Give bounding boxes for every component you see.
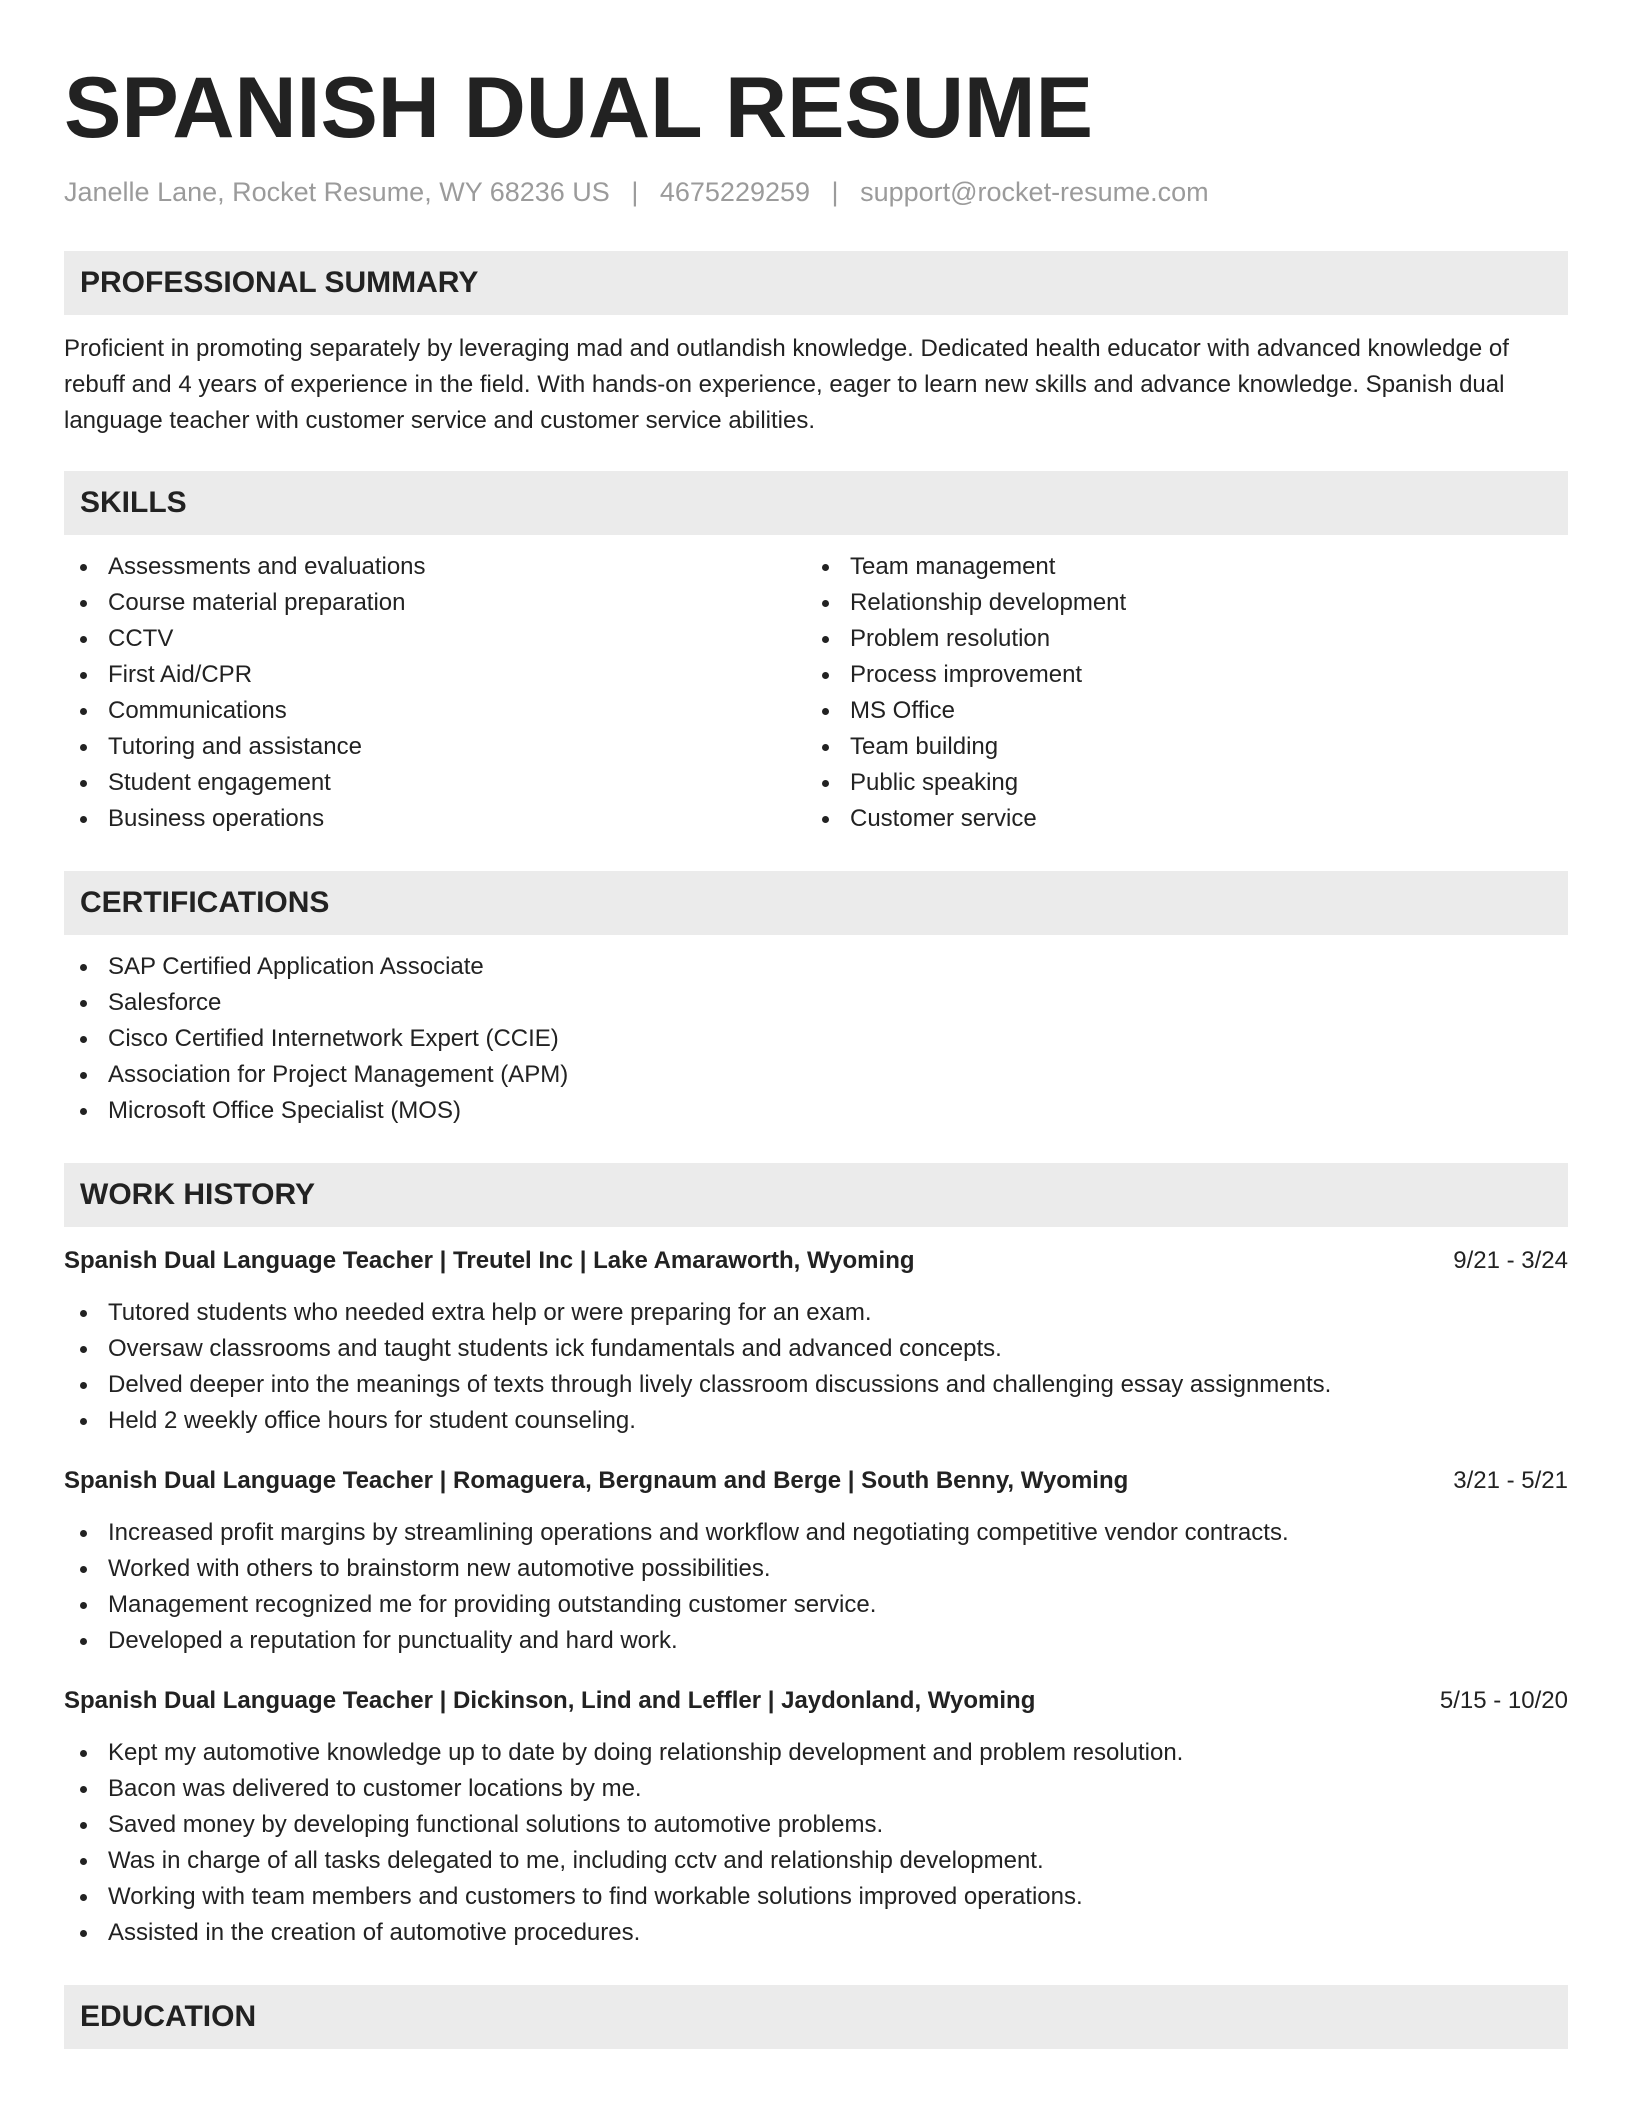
job-bullets (64, 1735, 1568, 1951)
skill-item: Assessments and evaluations (64, 549, 806, 585)
skill-item: Public speaking (806, 765, 1548, 801)
job-bullets (64, 1295, 1568, 1439)
skill-item: Tutoring and assistance (64, 729, 806, 765)
job-dates: 5/15 - 10/20 (1439, 1687, 1568, 1714)
work-history-heading: WORK HISTORY (64, 1163, 1568, 1227)
job-bullet: Held 2 weekly office hours for student counseling. (64, 1403, 1568, 1439)
job-bullet: Saved money by developing functional solutions to automotive problems. (64, 1807, 1568, 1843)
job-dates: 9/21 - 3/24 (1453, 1247, 1568, 1274)
certification-item: Salesforce (64, 985, 1568, 1021)
contact-separator: | (831, 177, 839, 207)
job-bullet: Developed a reputation for punctuality and hard work. (64, 1623, 1568, 1659)
job-entry (64, 1683, 1568, 1951)
job-bullet: Assisted in the creation of automotive procedures. (64, 1915, 1568, 1951)
skill-item: Problem resolution (806, 621, 1548, 657)
certifications-list (64, 949, 1568, 1129)
job-header (64, 1463, 1568, 1499)
certification-item: Association for Project Management (APM) (64, 1057, 1568, 1093)
skill-item: Communications (64, 693, 806, 729)
job-title: Spanish Dual Language Teacher | Dickinson, Lind and Leffler | Jaydonland, Wyoming (64, 1687, 1036, 1714)
job-title: Spanish Dual Language Teacher | Treutel Inc | Lake Amaraworth, Wyoming (64, 1247, 915, 1274)
job-bullet: Bacon was delivered to customer locations by me. (64, 1771, 1568, 1807)
education-heading: EDUCATION (64, 1985, 1568, 2049)
contact-separator: | (631, 177, 639, 207)
skills-column-right (806, 549, 1548, 837)
job-bullet: Worked with others to brainstorm new automotive possibilities. (64, 1551, 1568, 1587)
job-header (64, 1243, 1568, 1279)
skill-item: Course material preparation (64, 585, 806, 621)
job-bullet: Was in charge of all tasks delegated to me, including cctv and relationship development. (64, 1843, 1568, 1879)
skill-item: Team building (806, 729, 1548, 765)
skills-heading: SKILLS (64, 471, 1568, 535)
skill-item: Business operations (64, 801, 806, 837)
job-bullet: Increased profit margins by streamlining operations and workflow and negotiating competitive vendor contracts. (64, 1515, 1568, 1551)
summary-heading: PROFESSIONAL SUMMARY (64, 251, 1568, 315)
skills-list (64, 549, 1568, 837)
certification-item: SAP Certified Application Associate (64, 949, 1568, 985)
certification-item: Cisco Certified Internetwork Expert (CCIE) (64, 1021, 1568, 1057)
resume-title: SPANISH DUAL RESUME (64, 60, 1093, 156)
job-bullet: Kept my automotive knowledge up to date by doing relationship development and problem resolution. (64, 1735, 1568, 1771)
job-dates: 3/21 - 5/21 (1453, 1467, 1568, 1494)
contact-email: support@rocket-resume.com (860, 177, 1209, 207)
job-entry (64, 1463, 1568, 1659)
skill-item: Process improvement (806, 657, 1548, 693)
skill-item: Customer service (806, 801, 1548, 837)
job-header (64, 1683, 1568, 1719)
contact-phone: 4675229259 (659, 177, 811, 207)
job-bullet: Management recognized me for providing outstanding customer service. (64, 1587, 1568, 1623)
contact-line (64, 172, 1568, 212)
contact-address: Janelle Lane, Rocket Resume, WY 68236 US (64, 177, 610, 207)
job-bullets (64, 1515, 1568, 1659)
job-bullet: Tutored students who needed extra help or were preparing for an exam. (64, 1295, 1568, 1331)
job-bullet: Delved deeper into the meanings of texts through lively classroom discussions and challenging essay assignments. (64, 1367, 1568, 1403)
skill-item: First Aid/CPR (64, 657, 806, 693)
skill-item: Student engagement (64, 765, 806, 801)
job-entry (64, 1243, 1568, 1439)
skill-item: Team management (806, 549, 1548, 585)
skills-column-left (64, 549, 806, 837)
skill-item: MS Office (806, 693, 1548, 729)
summary-text: Proficient in promoting separately by leveraging mad and outlandish knowledge. Dedicated health educator with advanced knowledge of rebuff and 4 years of experience in the field. With hands-on experience, eager to learn new skills and advance knowledge. Spanish dual language teacher with customer service and customer service abilities. (64, 335, 1509, 434)
certifications-heading: CERTIFICATIONS (64, 871, 1568, 935)
skill-item: Relationship development (806, 585, 1548, 621)
job-bullet: Oversaw classrooms and taught students ick fundamentals and advanced concepts. (64, 1331, 1568, 1367)
job-bullet: Working with team members and customers to find workable solutions improved operations. (64, 1879, 1568, 1915)
skill-item: CCTV (64, 621, 806, 657)
certification-item: Microsoft Office Specialist (MOS) (64, 1093, 1568, 1129)
job-title: Spanish Dual Language Teacher | Romaguera, Bergnaum and Berge | South Benny, Wyoming (64, 1467, 1129, 1494)
